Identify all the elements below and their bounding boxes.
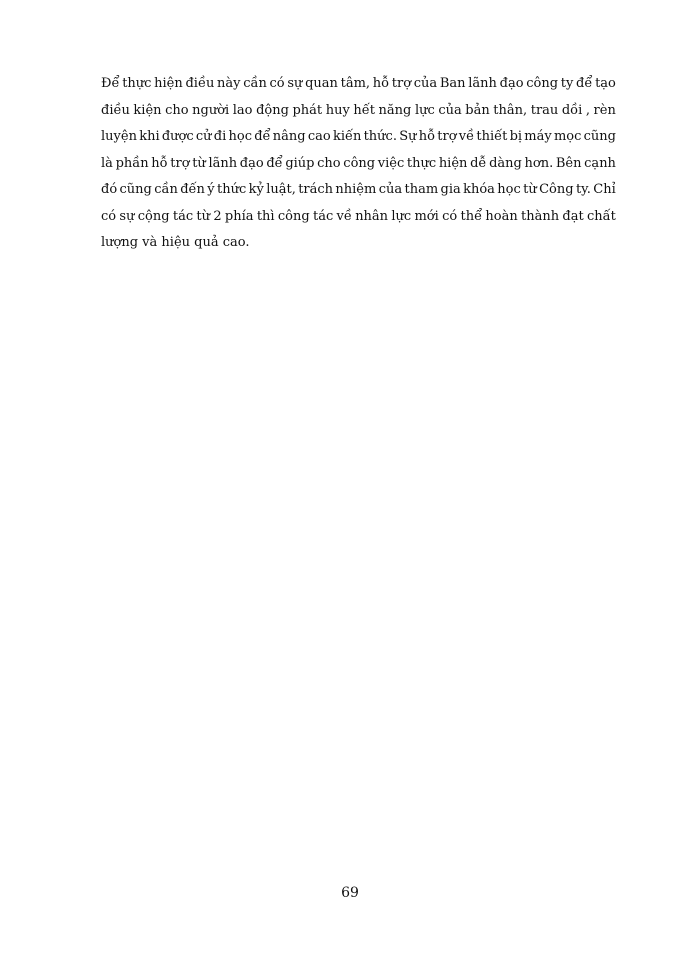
paragraph-line-1 (101, 71, 616, 98)
word: phía (224, 208, 254, 224)
word: tâm, (340, 76, 371, 91)
word: là (101, 155, 113, 171)
word: thức. (363, 129, 397, 144)
word: máy (524, 129, 552, 144)
word: khi (139, 129, 160, 144)
word: công (526, 76, 559, 91)
word: thì (256, 208, 275, 224)
word: kiến (332, 129, 362, 144)
word: có (442, 208, 458, 224)
word: có (269, 76, 285, 91)
word: về (458, 129, 475, 144)
word: về (336, 208, 352, 224)
word: cũng (583, 129, 616, 144)
word: dồi (561, 102, 583, 118)
word: điều (185, 76, 215, 91)
word: người (192, 102, 230, 118)
word: để (576, 76, 593, 91)
word: trợ (391, 76, 412, 91)
word: trách (298, 182, 334, 197)
word: để (254, 129, 271, 144)
paragraph-line-5 (101, 177, 616, 204)
word: tham (404, 182, 439, 197)
word: lực (414, 102, 435, 118)
word: cần (154, 182, 178, 197)
word: tạo (595, 76, 616, 91)
word: 2 (213, 208, 222, 224)
page-number: 69 (341, 885, 359, 901)
word: đi (213, 129, 227, 144)
word: , (585, 102, 590, 118)
word: năng (378, 102, 412, 118)
word: đến (180, 182, 205, 197)
word: từ (192, 155, 206, 171)
word: khóa (463, 182, 495, 197)
paragraph-line-6 (101, 204, 616, 231)
word: của (413, 76, 438, 91)
word: trợ (170, 155, 190, 171)
word: Sự (399, 129, 417, 144)
word: lãnh (208, 155, 238, 171)
word: đạo (239, 155, 264, 171)
word: thân, (493, 102, 528, 118)
paragraph-line-2 (101, 98, 616, 125)
word: ty (560, 76, 574, 91)
word: đó (101, 182, 118, 197)
word: sự (287, 76, 303, 91)
word: trau (530, 102, 559, 118)
word: huy (325, 102, 350, 118)
paragraph-line-7: lượng và hiệu quả cao. (101, 235, 250, 250)
word: kỷ (248, 182, 264, 197)
word: hết (353, 102, 375, 118)
word: quan (305, 76, 338, 91)
paragraph-line-4 (101, 151, 616, 178)
word: lực (391, 208, 412, 224)
word: giúp (285, 155, 315, 171)
word: sự (119, 208, 135, 224)
word: luật, (266, 182, 296, 197)
word: được (161, 129, 194, 144)
word: của (438, 102, 462, 118)
word: cho (317, 155, 341, 171)
body-paragraph (101, 71, 616, 257)
word: tác (172, 208, 194, 224)
word: hỗ (418, 129, 436, 144)
paragraph-line-3 (101, 124, 616, 151)
word: thức (217, 182, 247, 197)
word: luyện (101, 129, 137, 144)
word: nhiệm (335, 182, 377, 197)
word: công (277, 208, 310, 224)
word: để (266, 155, 283, 171)
word: cho (165, 102, 189, 118)
word: thể (460, 208, 483, 224)
word: này (217, 76, 241, 91)
word: Bên (555, 155, 582, 171)
word: hiện (154, 76, 183, 91)
word: điều (101, 102, 130, 118)
word: trợ (437, 129, 457, 144)
word: học (497, 182, 521, 197)
word: kiện (133, 102, 162, 118)
word: cử (195, 129, 212, 144)
word: việc (377, 155, 405, 171)
word: từ (196, 208, 211, 224)
word: hơn. (524, 155, 554, 171)
word: phần (115, 155, 149, 171)
word: từ (523, 182, 537, 197)
word: học (228, 129, 252, 144)
word: chất (587, 208, 616, 224)
word: phát (292, 102, 323, 118)
word: hỗ (151, 155, 168, 171)
word: rèn (593, 102, 616, 118)
word: thiết (476, 129, 508, 144)
word: Để (101, 76, 120, 91)
word: cạnh (584, 155, 616, 171)
word: thực (406, 155, 437, 171)
word: lao (232, 102, 253, 118)
word: của (378, 182, 403, 197)
word: Chỉ (593, 182, 616, 197)
word: ty. (575, 182, 591, 197)
word: hỗ (372, 76, 390, 91)
word: Công (539, 182, 574, 197)
word: thành (521, 208, 560, 224)
word: cũng (119, 182, 152, 197)
word: có (101, 208, 117, 224)
word: đạo (499, 76, 524, 91)
word: công (343, 155, 376, 171)
word: bản (465, 102, 490, 118)
word: hoàn (485, 208, 518, 224)
word: dễ (470, 155, 487, 171)
word: mới (414, 208, 439, 224)
word: cộng (137, 208, 170, 224)
word: động (256, 102, 289, 118)
word: nhân (355, 208, 389, 224)
word: Ban (439, 76, 466, 91)
word: ý (207, 182, 215, 197)
word: lãnh (468, 76, 497, 91)
word: cần (243, 76, 267, 91)
word: bị (509, 129, 523, 144)
word: nâng (272, 129, 306, 144)
word: mọc (553, 129, 582, 144)
word: gia (440, 182, 461, 197)
word: thực (122, 76, 152, 91)
word: cao (307, 129, 331, 144)
word: dàng (489, 155, 522, 171)
word: hiện (438, 155, 468, 171)
word: tác (312, 208, 334, 224)
word: đạt (562, 208, 584, 224)
